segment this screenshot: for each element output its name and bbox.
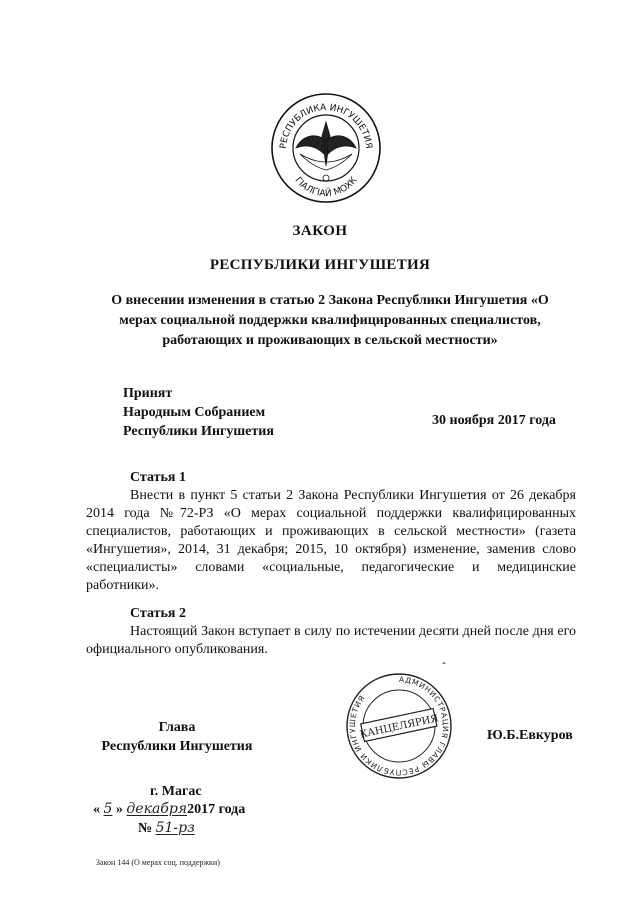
adoption-line: Республики Ингушетия: [123, 424, 274, 439]
emblem-top-text: РЕСПУБЛИКА ИНГУШЕТИЯ: [278, 102, 374, 150]
subject-line: мерах социальной поддержки квалифицированных специалистов,: [119, 313, 541, 328]
date-day-handwritten: 5: [103, 801, 113, 817]
article-1-title: Статья 1: [130, 470, 186, 485]
stamp-center-text: КАНЦЕЛЯРИЯ: [358, 713, 440, 741]
position-line: Глава: [158, 720, 196, 735]
emblem-bottom-text: ГӀАЛГӀАЙ МОХК: [292, 175, 360, 200]
article-2-title: Статья 2: [130, 606, 186, 621]
signing-place: г. Магас: [150, 784, 202, 799]
adoption-date: 30 ноября 2017 года: [432, 413, 556, 428]
subject-line: работающих и проживающих в сельской местности»: [162, 333, 498, 348]
document-title: ЗАКОН: [292, 223, 348, 239]
law-number: [138, 820, 195, 837]
svg-text:ГӀАЛГӀАЙ МОХК: [293, 175, 360, 199]
signatory-position: [92, 718, 262, 756]
stamp-ring-text: АДМИНИСТРАЦИЯ ГЛАВЫ РЕСПУБЛИКИ ИНГУШЕТИЯ: [347, 674, 451, 778]
emblem-seal: [270, 92, 382, 204]
pen-mark: -: [442, 655, 446, 669]
article-2-text: Настоящий Закон вступает в силу по истечении десяти дней после дня его официального опубликования.: [86, 624, 576, 657]
date-open-quote: «: [93, 802, 100, 817]
article-1-text: Внести в пункт 5 статьи 2 Закона Республики Ингушетия от 26 декабря 2014 года №72-РЗ «О мерах социальной поддержки квалифицированных специалистов, работающих и проживающих в сельской местности» (газета «Ингушетия», 2014, 31 декабря; 2015, 10 октября) изменение, заменив слово «специалисты» словами «социальные, педагогические и медицинские работники».: [86, 488, 576, 593]
date-year: 2017 года: [187, 802, 246, 817]
eagle-icon: [296, 122, 356, 181]
file-footer: Закон 144 (О мерах соц. поддержки): [96, 858, 220, 867]
number-prefix: №: [138, 821, 153, 836]
position-line: Республики Ингушетия: [101, 739, 253, 754]
adoption-line: Народным Собранием: [123, 405, 266, 420]
date-close-quote: »: [115, 802, 123, 817]
adoption-block: [123, 384, 274, 441]
number-handwritten: 51-рз: [155, 820, 195, 836]
document-subtitle: РЕСПУБЛИКИ ИНГУШЕТИЯ: [209, 257, 431, 273]
signatory-name: Ю.Б.Евкуров: [487, 728, 573, 743]
subject-line: О внесении изменения в статью 2 Закона Республики Ингушетия «О: [111, 293, 549, 308]
law-subject: [80, 291, 580, 351]
signing-date: [93, 801, 245, 818]
adoption-line: Принят: [123, 386, 173, 401]
office-stamp: [345, 672, 453, 780]
date-month-handwritten: декабря: [126, 801, 188, 817]
